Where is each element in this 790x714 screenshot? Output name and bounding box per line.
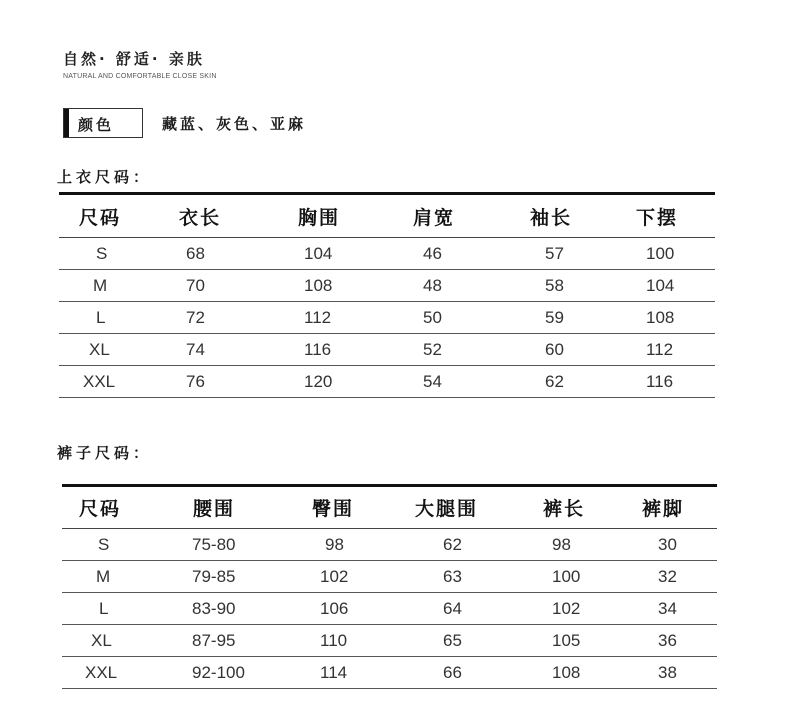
table-cell: 74 [179,334,297,366]
table-cell: 30 [640,529,717,561]
header-cell: 袖长 [530,194,630,238]
color-options: 藏蓝、灰色、亚麻 [162,115,307,133]
table-cell: 79-85 [192,561,312,593]
table-cell: 120 [297,366,413,398]
slogan-title: 自然· 舒适· 亲肤 [63,50,205,68]
table-cell: 34 [640,593,717,625]
table-cell: 108 [630,302,715,334]
table-cell: 76 [179,366,297,398]
table-cell: S [59,238,179,270]
table-row [62,561,717,593]
table-cell: 92-100 [192,657,312,689]
table-row [59,302,715,334]
table-cell: 52 [413,334,530,366]
header-cell: 衣长 [179,194,297,238]
table-cell: 112 [297,302,413,334]
table-cell: 36 [640,625,717,657]
pants-size-title: 裤子尺码： [57,444,153,462]
table-cell: 108 [297,270,413,302]
table-cell: 104 [297,238,413,270]
table-cell: XL [59,334,179,366]
header-cell: 裤脚 [640,486,717,529]
table-cell: 83-90 [192,593,312,625]
table-cell: 57 [530,238,630,270]
table-row [62,529,717,561]
table-cell: 98 [312,529,412,561]
table-cell: 87-95 [192,625,312,657]
table-cell: 63 [412,561,540,593]
table-cell: 64 [412,593,540,625]
table-cell: 105 [540,625,640,657]
header-cell: 腰围 [192,486,312,529]
table-cell: 48 [413,270,530,302]
color-label: 颜色 [78,116,115,134]
table-cell: 38 [640,657,717,689]
table-cell: 102 [312,561,412,593]
header-cell: 胸围 [297,194,413,238]
table-cell: 58 [530,270,630,302]
header-cell: 尺码 [59,194,179,238]
table-cell: 54 [413,366,530,398]
table-cell: 65 [412,625,540,657]
table-cell: 62 [530,366,630,398]
table-cell: XXL [62,657,192,689]
table-cell: L [62,593,192,625]
table-cell: 60 [530,334,630,366]
table-header-row [62,486,717,529]
table-row [59,270,715,302]
pants-size-table [62,484,717,689]
table-row [59,238,715,270]
table-row [59,334,715,366]
table-cell: 112 [630,334,715,366]
table-cell: 104 [630,270,715,302]
table-cell: XL [62,625,192,657]
table-cell: 110 [312,625,412,657]
table-cell: 100 [630,238,715,270]
table-cell: XXL [59,366,179,398]
table-cell: 100 [540,561,640,593]
table-cell: 72 [179,302,297,334]
table-cell: 116 [297,334,413,366]
top-size-table [59,192,715,398]
table-cell: 106 [312,593,412,625]
header-cell: 肩宽 [413,194,530,238]
color-label-bar [64,109,69,137]
table-header-row [59,194,715,238]
table-cell: 59 [530,302,630,334]
table-cell: 102 [540,593,640,625]
header-cell: 大腿围 [412,486,540,529]
table-cell: 50 [413,302,530,334]
header-cell: 尺码 [62,486,192,529]
header-cell: 裤长 [540,486,640,529]
table-cell: 114 [312,657,412,689]
table-cell: 62 [412,529,540,561]
table-cell: 75-80 [192,529,312,561]
table-cell: 70 [179,270,297,302]
table-cell: M [62,561,192,593]
table-cell: 46 [413,238,530,270]
top-size-title: 上衣尺码： [57,168,153,186]
table-cell: 32 [640,561,717,593]
table-row [62,593,717,625]
header-cell: 下摆 [630,194,715,238]
table-cell: L [59,302,179,334]
table-cell: M [59,270,179,302]
table-cell: 98 [540,529,640,561]
header-cell: 臀围 [312,486,412,529]
table-cell: S [62,529,192,561]
slogan-subtitle: NATURAL AND COMFORTABLE CLOSE SKIN [63,73,217,80]
table-row [59,366,715,398]
color-label-box [63,108,143,138]
table-cell: 66 [412,657,540,689]
table-row [62,625,717,657]
table-cell: 116 [630,366,715,398]
table-cell: 108 [540,657,640,689]
table-row [62,657,717,689]
table-cell: 68 [179,238,297,270]
